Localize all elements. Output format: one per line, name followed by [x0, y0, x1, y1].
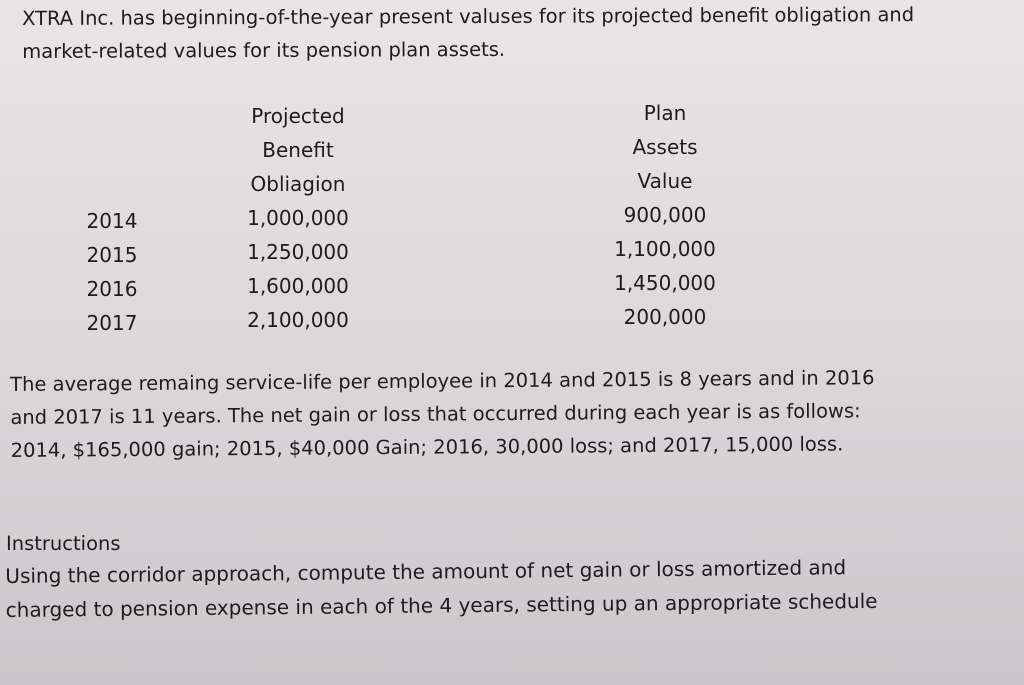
- intro-text: [22, 0, 1002, 68]
- plan-header-line: Plan: [643, 101, 687, 125]
- instructions-heading: Instructions: [6, 532, 121, 555]
- pbo-cell: 2,100,000: [247, 308, 349, 332]
- plan-cell: 200,000: [623, 305, 707, 329]
- pbo-cell: 1,000,000: [247, 206, 349, 230]
- year-cell: 2016: [86, 277, 138, 301]
- plan-header-line: Assets: [632, 135, 698, 159]
- paragraph-line-1: The average remaing service-life per employee in 2014 and 2015 is 8 years and in 2016: [10, 366, 875, 396]
- instructions-line-1: Using the corridor approach, compute the amount of net gain or loss amortized and: [5, 555, 847, 588]
- intro-line-2: market-related values for its pension plan assets.: [22, 37, 506, 63]
- plan-header-line: Value: [637, 169, 693, 193]
- plan-cell: 1,450,000: [614, 271, 716, 295]
- pbo-header-line: Projected: [251, 104, 345, 128]
- paragraph-line-2: and 2017 is 11 years. The net gain or loss that occurred during each year is as follows:: [10, 399, 861, 429]
- year-cell: 2015: [86, 243, 138, 267]
- year-column: [62, 204, 162, 340]
- service-life-paragraph: [10, 360, 1011, 467]
- pbo-column: [218, 99, 378, 337]
- year-cell: 2014: [86, 209, 138, 233]
- pbo-cell: 1,600,000: [247, 274, 349, 298]
- pbo-header-line: Obliagion: [250, 172, 346, 196]
- plan-cell: 1,100,000: [614, 237, 716, 261]
- instructions-line-2: charged to pension expense in each of the 4 years, setting up an appropriate schedule: [5, 588, 878, 622]
- pbo-cell: 1,250,000: [247, 240, 349, 264]
- year-cell: 2017: [86, 311, 138, 335]
- plan-cell: 900,000: [623, 203, 707, 227]
- pbo-header-line: Benefit: [262, 138, 334, 162]
- paragraph-line-3: 2014, $165,000 gain; 2015, $40,000 Gain; 2016, 30,000 loss; and 2017, 15,000 loss.: [10, 432, 844, 462]
- plan-assets-column: [590, 96, 740, 334]
- instructions-body: [5, 531, 1016, 627]
- intro-line-1: XTRA Inc. has beginning-of-the-year present valuses for its projected benefit obligation and: [22, 3, 915, 30]
